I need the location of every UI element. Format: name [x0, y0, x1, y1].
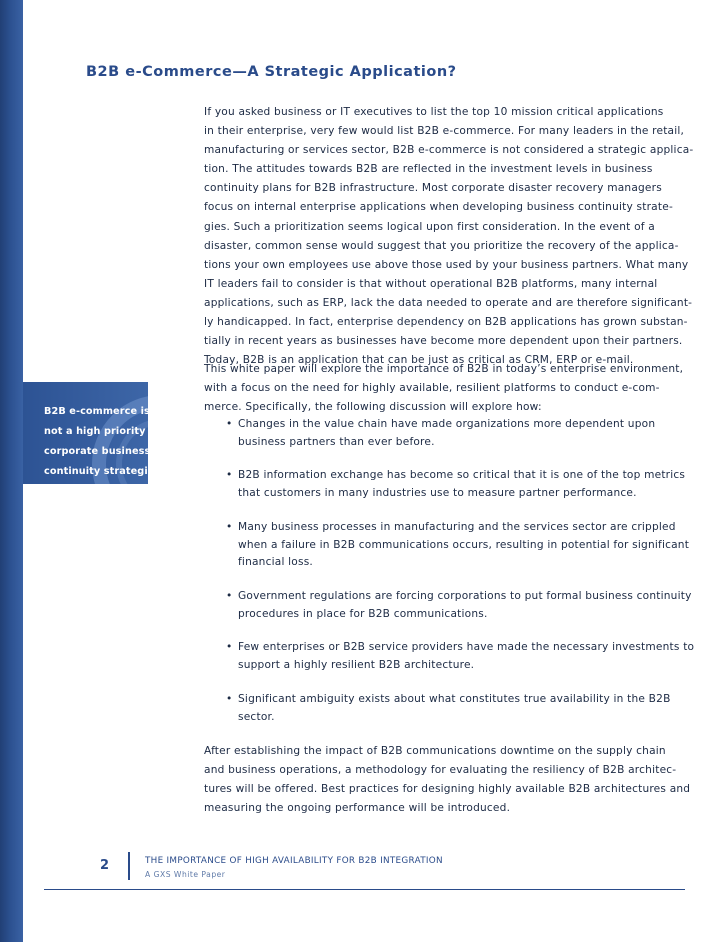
text-line: tions your own employees use above those used by your business partners. What many	[204, 258, 689, 271]
list-item	[226, 467, 686, 502]
list-item	[226, 519, 690, 572]
footer-title: THE IMPORTANCE OF HIGH AVAILABILITY FOR B2B INTEGRATION	[145, 856, 443, 866]
text-line: measuring the ongoing performance will be introduced.	[204, 802, 511, 815]
list-item-line: Few enterprises or B2B service providers have made the necessary investments to	[238, 641, 695, 653]
footer-rule	[44, 889, 685, 890]
pull-quote	[44, 402, 183, 482]
pull-quote-line: continuity strategies.	[44, 466, 165, 477]
list-item-line: Many business processes in manufacturing and the services sector are crippled	[238, 521, 676, 533]
footer-divider	[128, 852, 130, 880]
bullet-icon: •	[226, 641, 233, 653]
text-line: ly handicapped. In fact, enterprise dependency on B2B applications has grown substan-	[204, 316, 688, 329]
text-line: continuity plans for B2B infrastructure. Most corporate disaster recovery managers	[204, 182, 662, 195]
text-line: If you asked business or IT executives to list the top 10 mission critical applications	[204, 106, 664, 118]
text-line: Today, B2B is an application that can be just as critical as CRM, ERP or e-mail.	[204, 354, 634, 367]
text-line: applications, such as ERP, lack the data needed to operate and are therefore significant-	[204, 296, 693, 309]
list-item-line: procedures in place for B2B communications.	[238, 607, 488, 620]
paragraph-scope	[204, 360, 682, 417]
list-item	[226, 416, 686, 451]
paragraph-methodology	[204, 742, 691, 818]
paragraph-intro	[204, 103, 694, 370]
section-heading: B2B e-Commerce—A Strategic Application?	[86, 64, 457, 80]
footer-subtitle: A GXS White Paper	[145, 870, 226, 879]
list-item-line: business partners than ever before.	[238, 435, 435, 448]
left-sidebar-band	[0, 0, 23, 942]
text-line: tially in recent years as businesses have become more dependent upon their partners.	[204, 335, 683, 348]
list-item-line: when a failure in B2B communications occurs, resulting in potential for significant	[238, 538, 690, 551]
list-item-line: that customers in many industries use to measure partner performance.	[238, 486, 637, 499]
list-item-line: Significant ambiguity exists about what constitutes true availability in the B2B	[238, 693, 671, 705]
bullet-icon: •	[226, 418, 233, 430]
text-line: After establishing the impact of B2B communications downtime on the supply chain	[204, 745, 666, 757]
text-line: tion. The attitudes towards B2B are reflected in the investment levels in business	[204, 163, 653, 176]
list-item	[226, 588, 692, 623]
text-line: in their enterprise, very few would list B2B e-commerce. For many leaders in the retail,	[204, 125, 685, 138]
bullet-icon: •	[226, 521, 233, 533]
pull-quote-line: B2B e-commerce is often	[44, 406, 183, 417]
text-line: merce. Specifically, the following discussion will explore how:	[204, 401, 542, 414]
text-line: and business operations, a methodology for evaluating the resiliency of B2B architec-	[204, 764, 677, 777]
page-number: 2	[100, 858, 110, 873]
text-line: disaster, common sense would suggest that you prioritize the recovery of the applica-	[204, 239, 679, 252]
list-item-line: financial loss.	[238, 556, 313, 568]
text-line: gies. Such a prioritization seems logical upon first consideration. In the event of a	[204, 220, 655, 233]
list-item-line: sector.	[238, 710, 275, 723]
bullet-icon: •	[226, 693, 233, 705]
list-item	[226, 691, 686, 726]
text-line: with a focus on the need for highly available, resilient platforms to conduct e-com-	[204, 382, 660, 395]
pull-quote-line: corporate business	[44, 446, 151, 457]
list-item-line: B2B information exchange has become so critical that it is one of the top metrics	[238, 469, 686, 481]
pull-quote-line: not a high priority in	[44, 426, 160, 437]
text-line: manufacturing or services sector, B2B e-commerce is not considered a strategic applica-	[204, 144, 694, 157]
bullet-icon: •	[226, 590, 233, 602]
text-line: focus on internal enterprise applications when developing business continuity strate-	[204, 201, 673, 214]
bullet-icon: •	[226, 469, 233, 481]
list-item	[226, 639, 695, 674]
list-item-line: Government regulations are forcing corporations to put formal business continuity	[238, 590, 692, 602]
list-item-line: support a highly resilient B2B architecture.	[238, 658, 475, 671]
text-line: This white paper will explore the importance of B2B in today’s enterprise environment,	[204, 363, 684, 375]
text-line: tures will be offered. Best practices for designing highly available B2B architectures and	[204, 783, 691, 796]
text-line: IT leaders fail to consider is that without operational B2B platforms, many internal	[204, 277, 658, 290]
list-item-line: Changes in the value chain have made organizations more dependent upon	[238, 418, 656, 430]
